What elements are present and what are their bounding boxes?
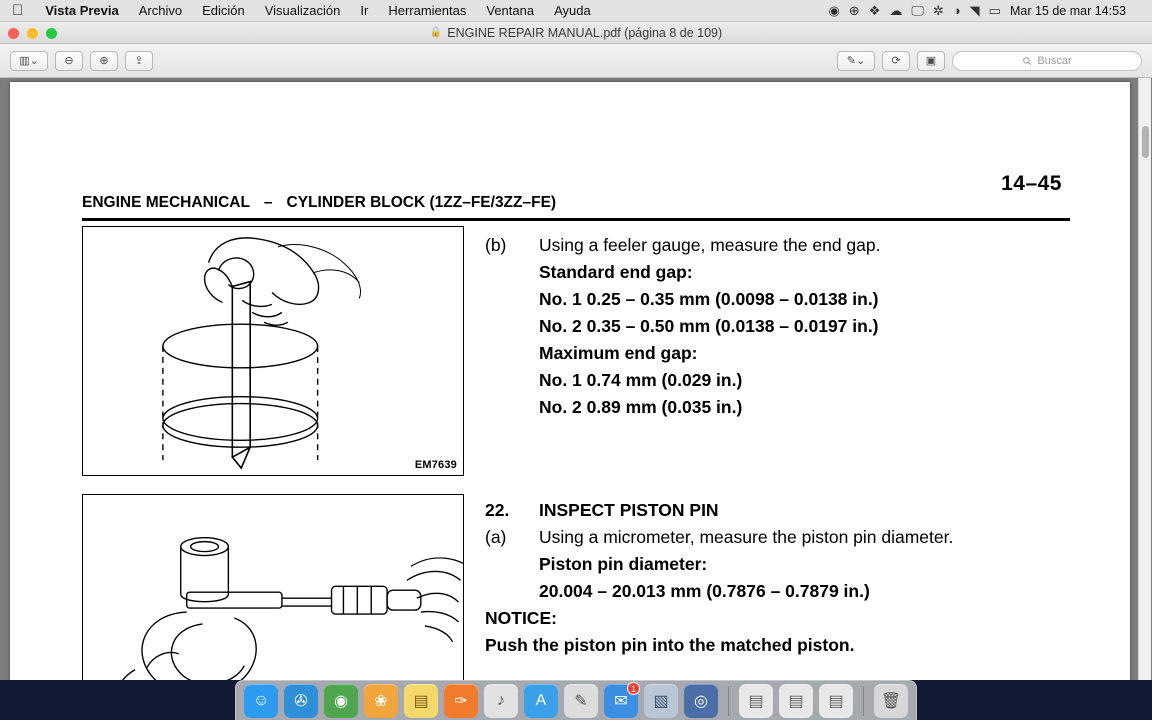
textedit-icon[interactable]: ✎ [564, 684, 598, 718]
text-line [485, 578, 1105, 605]
bluetooth-icon[interactable]: ✲ [932, 3, 944, 18]
header-dash: – [263, 194, 273, 211]
header-title: ENGINE MECHANICAL [82, 194, 250, 211]
text-line [485, 313, 1105, 340]
step-text: Using a feeler gauge, measure the end gap. [539, 235, 881, 255]
step-label [485, 367, 539, 394]
search-placeholder: Buscar [1037, 54, 1072, 67]
menu-bar-status-area [828, 4, 1152, 18]
spotlight-icon[interactable]: ◎ [684, 684, 718, 718]
header-subtitle: CYLINDER BLOCK (1ZZ–FE/3ZZ–FE) [286, 194, 557, 211]
markup-button[interactable]: ✎⌄ [837, 51, 875, 71]
menu-item-archivo[interactable]: Archivo [127, 2, 171, 18]
figure-micrometer [82, 494, 464, 680]
step-text: No. 1 0.25 – 0.35 mm (0.0098 – 0.0138 in.) [539, 289, 879, 309]
zoom-button[interactable] [46, 28, 57, 39]
document-icon-2[interactable]: ▤ [779, 684, 813, 718]
step-label [485, 340, 539, 367]
photos-icon[interactable]: ❀ [364, 684, 398, 718]
text-line [485, 551, 1105, 578]
menu-item-ayuda[interactable]: Ayuda [542, 2, 580, 18]
annotate-button[interactable]: ▣ [917, 51, 945, 71]
dock-separator [728, 686, 729, 716]
battery-icon[interactable]: ▭ [988, 3, 1001, 18]
step-label: (b) [485, 235, 507, 255]
text-line [485, 340, 1105, 367]
step-text: Piston pin diameter: [539, 554, 708, 574]
window-title-text: ENGINE REPAIR MANUAL.pdf (página 8 de 109) [447, 25, 723, 40]
step-text: No. 2 0.89 mm (0.035 in.) [539, 397, 743, 417]
mail-badge: 1 [627, 682, 640, 695]
menu-bar [0, 0, 1152, 22]
rotate-button[interactable]: ⟳ [882, 51, 910, 71]
menu-item-herramientas[interactable]: Herramientas [377, 2, 456, 18]
dock-separator [863, 686, 864, 716]
preview-window [0, 22, 1152, 680]
text-line [485, 286, 1105, 313]
vertical-scrollbar[interactable] [1138, 78, 1151, 680]
menu-item-edicion[interactable]: Edición [190, 2, 234, 18]
step-label [485, 394, 539, 421]
header-rule [82, 218, 1070, 221]
text-line [485, 497, 1105, 524]
preview-icon[interactable]: ▧ [644, 684, 678, 718]
record-icon[interactable]: ◉ [828, 3, 840, 18]
text-line [485, 232, 1105, 259]
window-controls [8, 28, 57, 39]
notice-text: Push the piston pin into the matched piston. [485, 635, 855, 655]
window-title [430, 26, 722, 40]
document-icon-3[interactable]: ▤ [819, 684, 853, 718]
volume-icon[interactable]: ◑ [952, 3, 961, 18]
zoom-out-button[interactable]: ⊖ [55, 51, 83, 71]
step-text: Using a micrometer, measure the piston pin diameter. [539, 527, 954, 547]
document-area[interactable] [0, 78, 1152, 680]
search-icon [1022, 56, 1032, 66]
step-label: 22. [485, 500, 510, 520]
document-header [82, 194, 1070, 212]
screen-icon[interactable]: 🖵 [911, 3, 924, 18]
preview-toolbar [0, 44, 1152, 78]
mail-icon[interactable]: ✉ 1 [604, 684, 638, 718]
figure-micrometer-drawing [83, 495, 463, 680]
menu-item-visualizacion[interactable]: Visualización [253, 2, 330, 18]
pdf-page [10, 82, 1130, 680]
step-text: INSPECT PISTON PIN [539, 500, 719, 520]
step-label: (a) [485, 527, 507, 547]
lock-icon: 🔒 [429, 27, 443, 38]
cloud-icon[interactable]: ☁ [889, 3, 903, 18]
finder-icon[interactable]: ☺ [244, 684, 278, 718]
scrollbar-thumb[interactable] [1142, 126, 1149, 158]
text-line [485, 367, 1105, 394]
step-label [485, 578, 539, 605]
figure-feeler-gauge [82, 226, 464, 476]
step-text: 20.004 – 20.013 mm (0.7876 – 0.7879 in.) [539, 581, 870, 601]
menu-item-ir[interactable]: Ir [349, 2, 358, 18]
document-icon-1[interactable]: ▤ [739, 684, 773, 718]
figure-code: EM7639 [414, 459, 457, 471]
text-line [485, 259, 1105, 286]
zoom-in-button[interactable]: ⊕ [90, 51, 118, 71]
text-block-piston-pin [485, 497, 1105, 659]
share-button[interactable]: ⇪ [125, 51, 153, 71]
apple-menu-icon[interactable] [0, 3, 35, 18]
step-text: Maximum end gap: [539, 343, 698, 363]
dropbox-icon[interactable]: ❖ [868, 3, 881, 18]
notice-title: NOTICE: [485, 608, 557, 628]
sidebar-toggle-button[interactable]: ▥⌄ [10, 51, 48, 71]
step-text: Standard end gap: [539, 262, 693, 282]
menu-item-vista-previa[interactable]: Vista Previa [34, 2, 108, 18]
step-label [485, 551, 539, 578]
wifi-icon[interactable]: ◥ [969, 3, 980, 18]
step-label [485, 286, 539, 313]
page-number: 14–45 [1001, 172, 1062, 195]
text-line [485, 524, 1105, 551]
menu-item-ventana[interactable]: Ventana [475, 2, 523, 18]
minimize-button[interactable] [27, 28, 38, 39]
appstore-icon[interactable]: A [524, 684, 558, 718]
search-input[interactable] [952, 51, 1142, 71]
menu-bar-clock[interactable]: Mar 15 de mar 14:53 [1009, 3, 1126, 18]
window-titlebar[interactable] [0, 22, 1152, 44]
text-line [485, 394, 1105, 421]
dock [235, 680, 917, 720]
text-block-end-gap [485, 232, 1105, 421]
pages-icon[interactable]: ✑ [444, 684, 478, 718]
notes-icon[interactable]: ▤ [404, 684, 438, 718]
step-label [485, 313, 539, 340]
step-text: No. 2 0.35 – 0.50 mm (0.0138 – 0.0197 in.) [539, 316, 879, 336]
globe-icon[interactable]: ⊕ [848, 3, 860, 18]
step-text: No. 1 0.74 mm (0.029 in.) [539, 370, 743, 390]
chrome-icon[interactable]: ◉ [324, 684, 358, 718]
figure-feeler-gauge-drawing [83, 227, 463, 475]
trash-icon[interactable]: 🗑 [874, 684, 908, 718]
itunes-icon[interactable]: ♪ [484, 684, 518, 718]
step-label [485, 259, 539, 286]
close-button[interactable] [8, 28, 19, 39]
safari-icon[interactable]: ✇ [284, 684, 318, 718]
